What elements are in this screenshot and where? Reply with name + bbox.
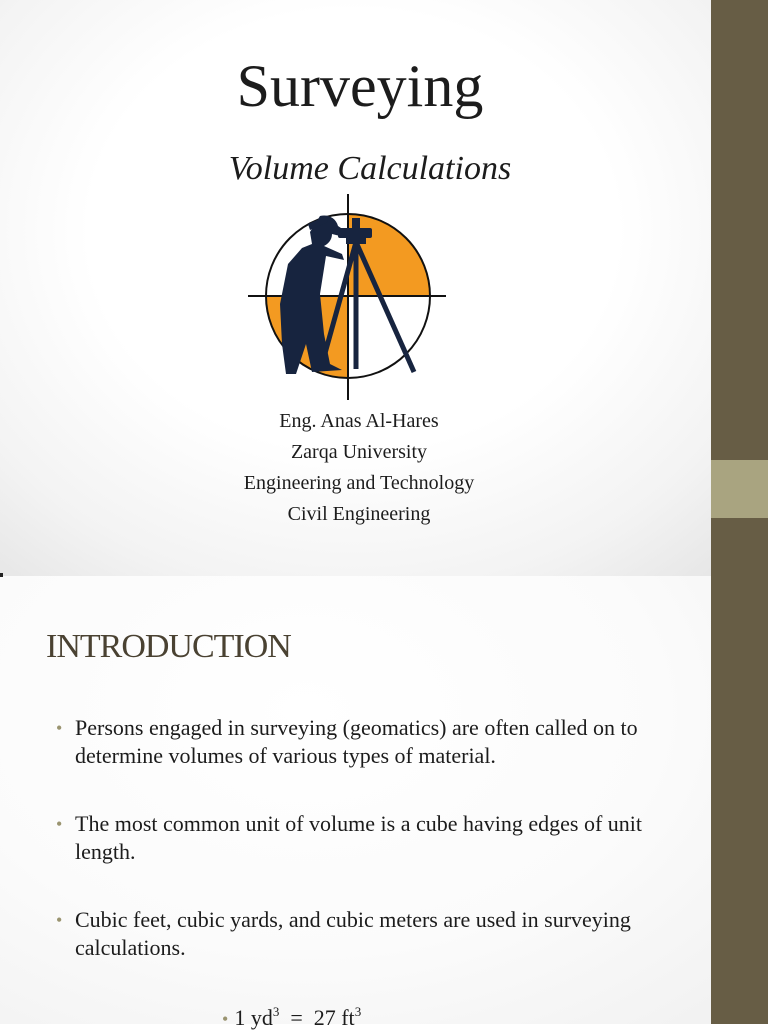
surveyor-with-level-icon [246,194,450,400]
slide-divider-mark [0,573,3,577]
bullet-text: Cubic feet, cubic yards, and cubic meters are used in surveying calculations. [75,907,631,960]
sidebar-decoration-bottom [711,576,768,1024]
bullet-icon: • [56,814,63,834]
list-item [56,810,686,866]
bullet-icon: • [222,1009,229,1029]
formula-rhs: 27 ft [313,1005,355,1030]
author-info [0,406,718,530]
slide-subtitle: Volume Calculations [228,150,512,187]
bullet-icon: • [56,910,63,930]
bullet-text: Persons engaged in surveying (geomatics) are often called on to determine volumes of various types of material. [75,715,638,768]
bullet-text: The most common unit of volume is a cube having edges of unit length. [75,811,643,864]
formula-lhs: 1 yd [234,1005,273,1030]
slide-title: Surveying [236,53,484,119]
formula-lhs-exponent: 3 [272,1004,280,1019]
list-item [56,906,686,962]
bullet-icon: • [56,718,63,738]
bullet-list [56,714,686,1002]
conversion-formula [222,1004,361,1031]
author-faculty: Engineering and Technology [243,472,475,494]
formula-equals: = [290,1005,303,1030]
author-university: Zarqa University [290,441,428,463]
author-department: Civil Engineering [287,503,431,525]
sidebar-accent [711,460,768,518]
introduction-heading: INTRODUCTION [46,628,291,665]
list-item [56,714,686,770]
formula-rhs-exponent: 3 [354,1004,362,1019]
author-name: Eng. Anas Al-Hares [279,410,439,432]
